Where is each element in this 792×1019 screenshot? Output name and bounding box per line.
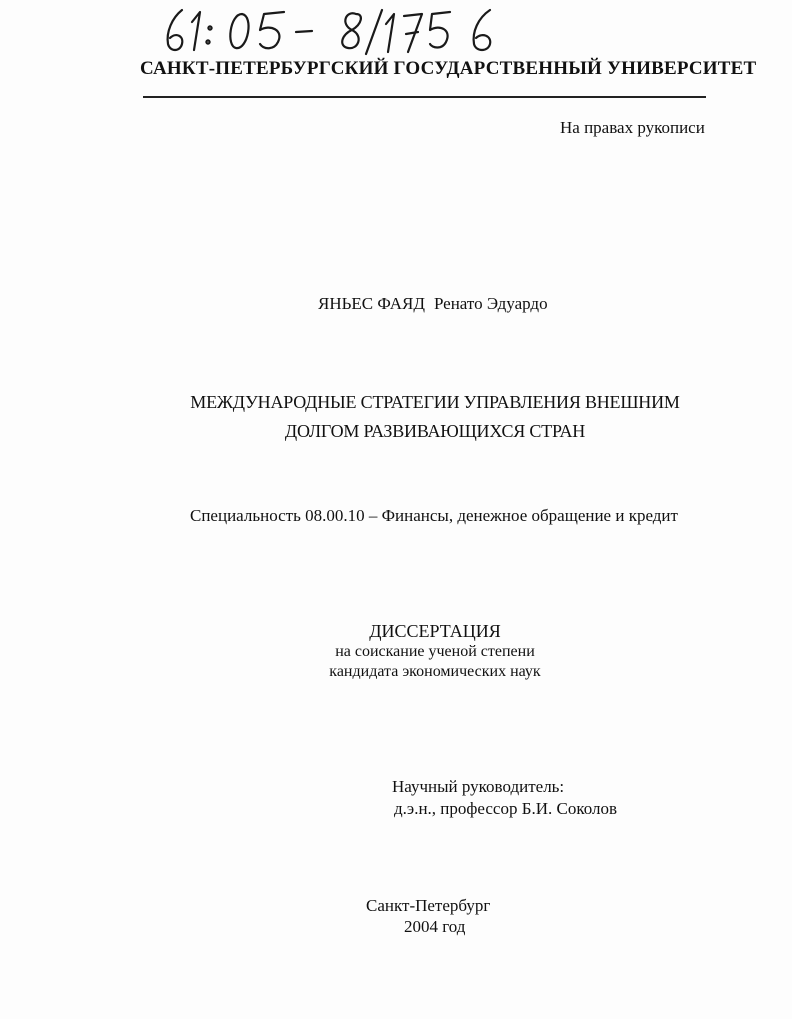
author-surname: ЯНЬЕС ФАЯД: [318, 294, 425, 313]
specialty: Специальность 08.00.10 – Финансы, денежное обращение и кредит: [190, 506, 678, 525]
supervisor-block: [392, 776, 617, 820]
manuscript-rights: На правах рукописи: [560, 118, 705, 137]
place: Санкт-Петербург: [366, 896, 491, 915]
title-line-2: ДОЛГОМ РАЗВИВАЮЩИХСЯ СТРАН: [284, 421, 586, 441]
university-name: САНКТ-ПЕТЕРБУРГСКИЙ ГОСУДАРСТВЕННЫЙ УНИВЕРСИТЕТ: [140, 58, 757, 79]
year: 2004 год: [404, 917, 466, 936]
dissertation-block: [235, 620, 635, 682]
author-name: [318, 294, 548, 314]
degree-line-1: на соискание ученой степени: [335, 643, 535, 660]
author-given-names: Ренато Эдуардо: [433, 294, 548, 313]
supervisor-name: д.э.н., профессор Б.И. Соколов: [394, 799, 618, 818]
dissertation-heading: ДИССЕРТАЦИЯ: [369, 621, 501, 641]
degree-line-2: кандидата экономических наук: [329, 663, 541, 680]
place-and-year: [366, 895, 490, 937]
title-line-1: МЕЖДУНАРОДНЫЕ СТРАТЕГИИ УПРАВЛЕНИЯ ВНЕШНИМ: [190, 392, 680, 412]
dissertation-title: [150, 388, 720, 446]
handwritten-code-icon: [160, 2, 520, 62]
header-divider: [143, 96, 706, 98]
supervisor-label: Научный руководитель:: [392, 777, 565, 796]
